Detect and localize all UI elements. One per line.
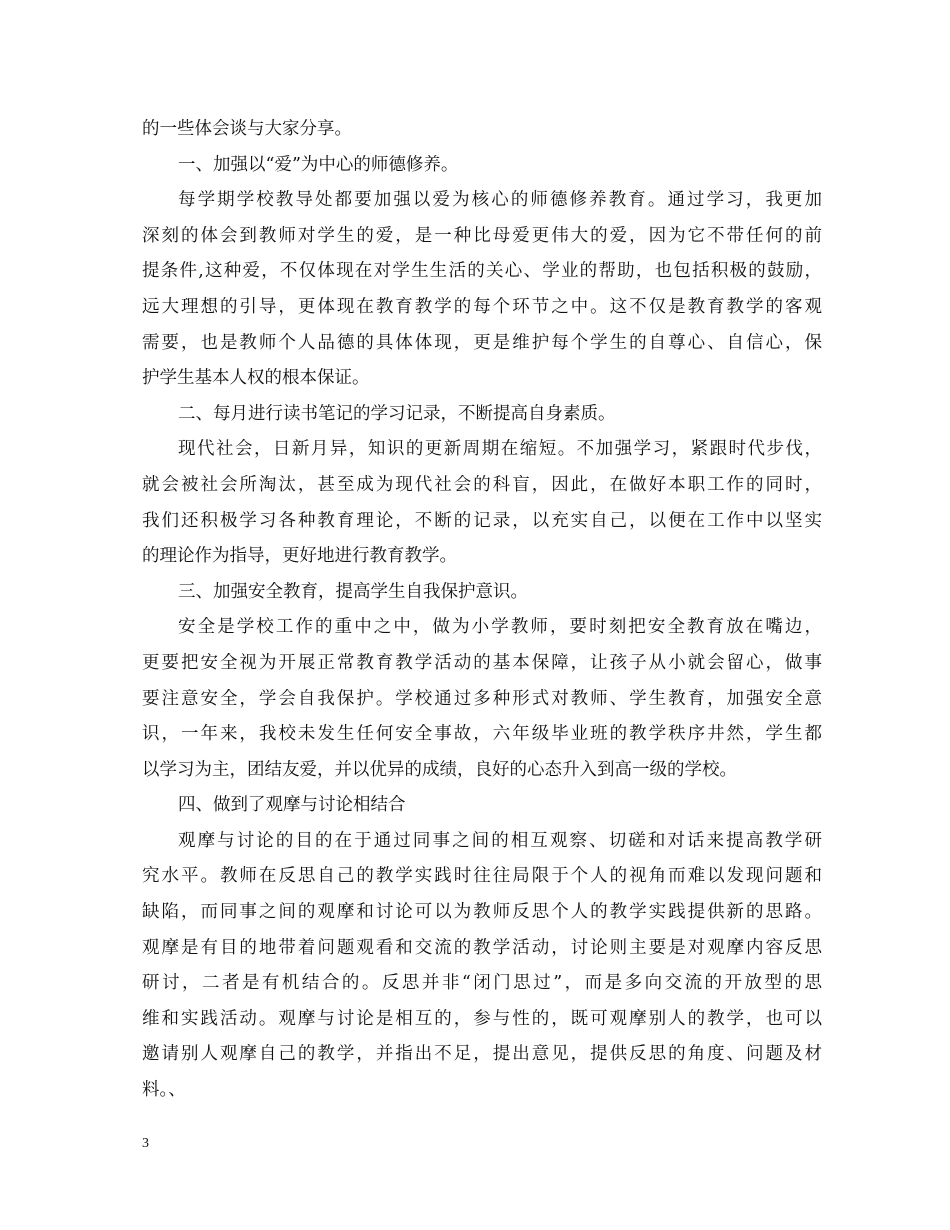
text-line: 提条件,这种爱，不仅体现在对学生生活的关心、学业的帮助，也包括积极的鼓励， [142, 261, 822, 282]
text-line: 护学生基本人权的根本保证。 [142, 368, 370, 389]
text-line: 维和实践活动。观摩与讨论是相互的，参与性的，既可观摩别人的教学，也可以 [142, 1008, 822, 1029]
text-line: 一、加强以“爱”为中心的师德修养。 [178, 154, 459, 175]
text-line: 邀请别人观摩自己的教学，并指出不足，提出意见，提供反思的角度、问题及材 [142, 1044, 822, 1065]
text-line: 就会被社会所淘汰，甚至成为现代社会的科盲，因此，在做好本职工作的同时， [142, 474, 822, 495]
text-line: 缺陷，而同事之间的观摩和讨论可以为教师反思个人的教学实践提供新的思路。 [142, 902, 822, 923]
text-line: 需要，也是教师个人品德的具体体现，更是维护每个学生的自尊心、自信心，保 [142, 332, 822, 353]
text-line: 研讨，二者是有机结合的。反思并非“闭门思过”，而是多向交流的开放型的思 [142, 973, 822, 994]
document-body [142, 112, 822, 1109]
page-number: 3 [142, 1136, 149, 1151]
text-line: 究水平。教师在反思自己的教学实践时往往局限于个人的视角而难以发现问题和 [142, 866, 822, 887]
text-line: 料。、 [142, 1080, 186, 1101]
text-line: 每学期学校教导处都要加强以爱为核心的师德修养教育。通过学习，我更加 [178, 190, 822, 211]
text-line: 观摩是有目的地带着问题观看和交流的教学活动，讨论则主要是对观摩内容反思 [142, 937, 822, 958]
text-line: 更要把安全视为开展正常教育教学活动的基本保障，让孩子从小就会留心，做事 [142, 652, 822, 673]
text-line: 的理论作为指导，更好地进行教育教学。 [142, 546, 457, 567]
text-line: 现代社会，日新月异，知识的更新周期在缩短。不加强学习，紧跟时代步伐， [178, 439, 822, 460]
text-line: 的一些体会谈与大家分享。 [142, 119, 352, 139]
text-line: 观摩与讨论的目的在于通过同事之间的相互观察、切磋和对话来提高教学研 [178, 830, 822, 851]
text-line: 二、每月进行读书笔记的学习记录，不断提高自身素质。 [178, 403, 616, 424]
text-line: 识，一年来，我校未发生任何安全事故，六年级毕业班的教学秩序井然，学生都 [142, 724, 822, 745]
text-line: 四、做到了观摩与讨论相结合 [178, 795, 406, 816]
text-line: 我们还积极学习各种教育理论，不断的记录，以充实自己，以便在工作中以坚实 [142, 510, 822, 531]
text-line: 深刻的体会到教师对学生的爱，是一种比母爱更伟大的爱，因为它不带任何的前 [142, 225, 822, 246]
text-line: 远大理想的引导，更体现在教育教学的每个环节之中。这不仅是教育教学的客观 [142, 296, 822, 317]
text-line: 以学习为主，团结友爱，并以优异的成绩，良好的心态升入到高一级的学校。 [142, 759, 737, 780]
text-line: 要注意安全，学会自我保护。学校通过多种形式对教师、学生教育，加强安全意 [142, 688, 822, 709]
text-line: 三、加强安全教育，提高学生自我保护意识。 [178, 581, 528, 602]
text-line: 安全是学校工作的重中之中，做为小学教师，要时刻把安全教育放在嘴边， [178, 617, 822, 638]
